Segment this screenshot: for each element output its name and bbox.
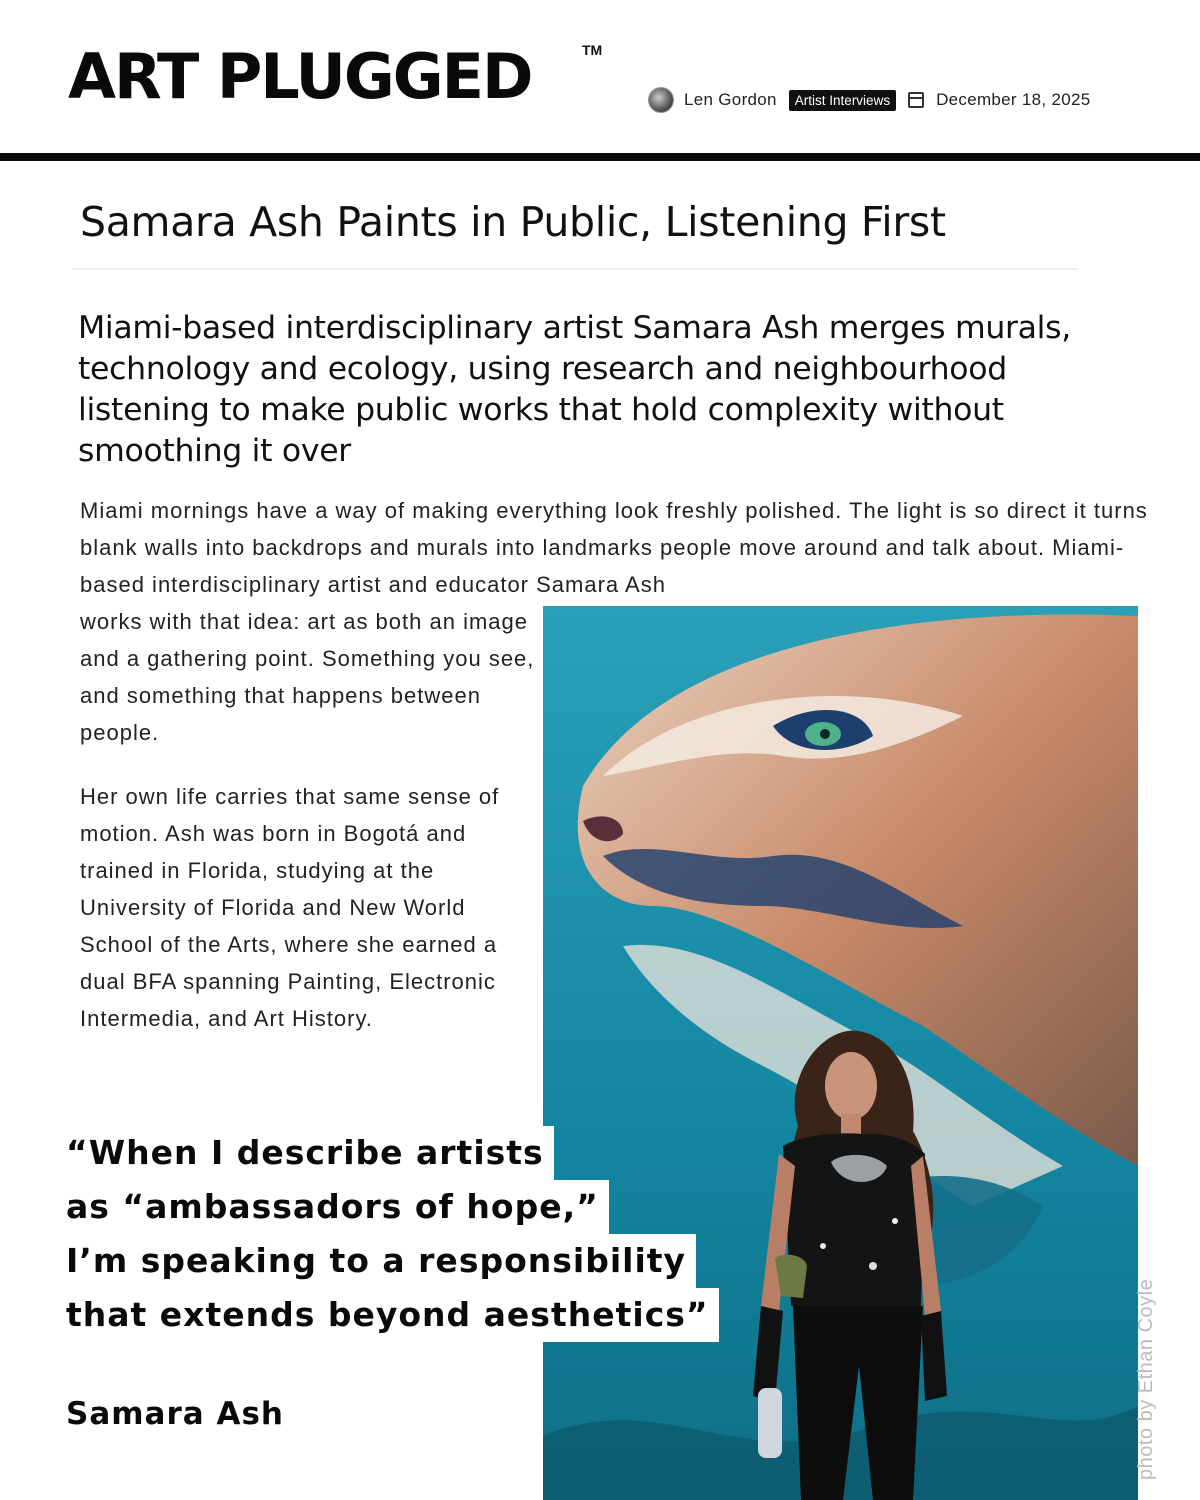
mural-illustration (543, 606, 1138, 1500)
author-name[interactable]: Len Gordon (684, 90, 777, 109)
body-paragraph-1-continued: works with that idea: art as both an image and a gathering point. Something you see, and something that happens between people. (80, 609, 535, 745)
article-meta (648, 86, 1091, 114)
pull-quote-line: I’m speaking to a responsibility (56, 1234, 696, 1288)
title-divider (72, 268, 1078, 270)
site-logo[interactable]: ART PLUGGED (68, 40, 532, 113)
body-paragraph-1: Miami mornings have a way of making everything look freshly polished. The light is so direct it turns blank walls into backdrops and murals into landmarks people move around and talk about. Miami-based interdisciplinary artist and educator Samara Ash (80, 498, 1148, 597)
article-title: Samara Ash Paints in Public, Listening First (80, 198, 946, 246)
pull-quote-line: “When I describe artists (56, 1126, 554, 1180)
publish-date: December 18, 2025 (936, 90, 1091, 109)
pull-quote (56, 1126, 719, 1342)
article-standfirst: Miami-based interdisciplinary artist Samara Ash merges murals, technology and ecology, using research and neighbourhood listening to make public works that hold complexity without smoothing it over (78, 310, 1071, 469)
photo-credit: photo by Ethan Coyle (1135, 1278, 1157, 1480)
trademark-mark: TM (582, 42, 603, 58)
category-badge[interactable]: Artist Interviews (789, 90, 896, 111)
body-paragraph-2: Her own life carries that same sense of motion. Ash was born in Bogotá and trained in Florida, studying at the University of Florida and New World School of the Arts, where she earned a dual BFA spanning Painting, Electronic Intermedia, and Art History. (80, 784, 500, 1031)
header-divider (0, 153, 1200, 161)
calendar-icon (908, 92, 924, 108)
pull-quote-line: that extends beyond aesthetics” (56, 1288, 719, 1342)
mural-photo (543, 606, 1138, 1500)
pull-quote-author: Samara Ash (66, 1396, 284, 1432)
author-avatar[interactable] (648, 87, 674, 113)
pull-quote-line: as “ambassadors of hope,” (56, 1180, 609, 1234)
